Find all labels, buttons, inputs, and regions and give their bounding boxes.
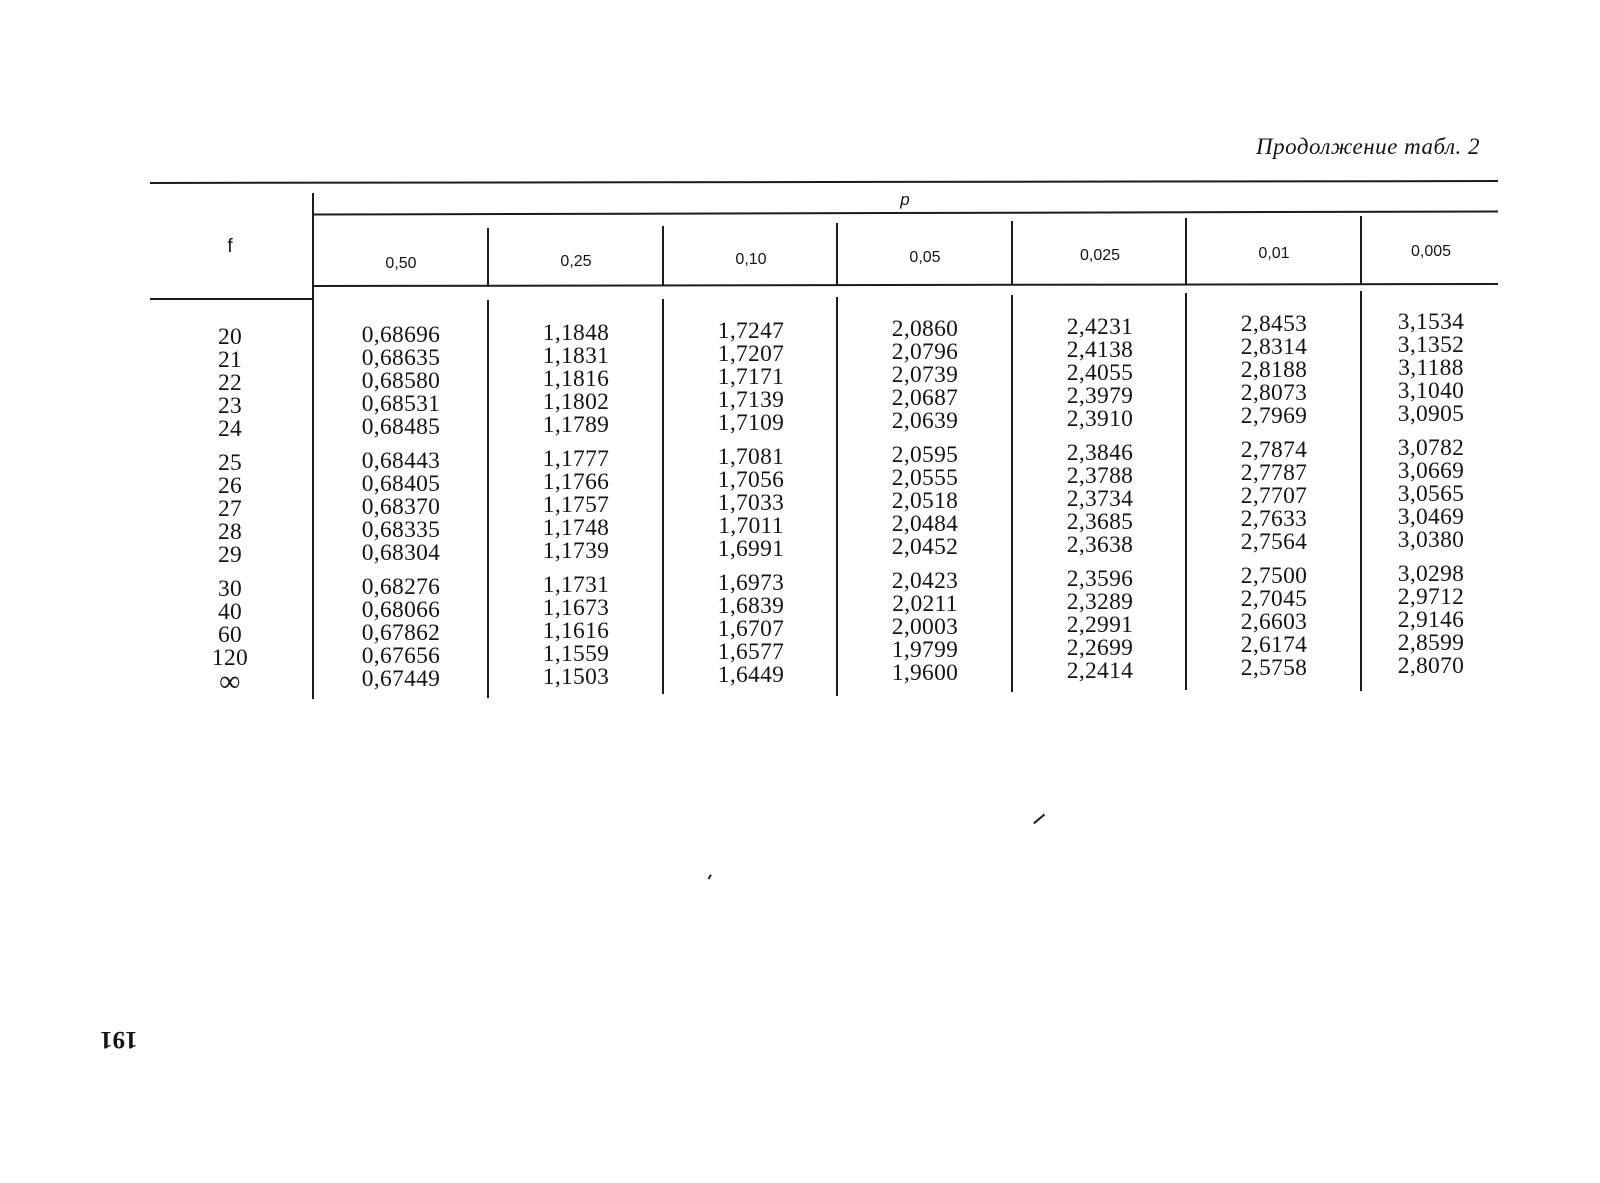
table-cell: 1,1731 [542, 572, 610, 598]
table-cell: 2,2991 [1066, 612, 1134, 638]
p-column-header: 0,25 [560, 253, 592, 270]
scan-speck [708, 874, 712, 879]
body-top-rule [150, 298, 312, 300]
p-column-header: 0,50 [385, 255, 417, 272]
table-cell: 2,2414 [1066, 658, 1134, 684]
p-column-header: 0,01 [1258, 245, 1290, 262]
table-cell: 2,3289 [1066, 589, 1134, 615]
table-cell: 26 [217, 473, 243, 499]
table-cell: 1,1802 [542, 389, 610, 415]
table-cell: 1,6991 [717, 536, 785, 562]
table-cell: 3,0380 [1397, 527, 1465, 553]
p0005-values-column [1362, 311, 1500, 689]
table-cell: 2,7969 [1240, 403, 1308, 429]
table-cell: 1,6707 [717, 616, 785, 642]
table-cell: 2,0687 [891, 385, 959, 411]
table-cell: 2,8453 [1240, 311, 1308, 337]
table-cell: 40 [217, 599, 243, 625]
table-cell: 1,1777 [542, 446, 610, 472]
table-cell: 2,5758 [1240, 655, 1308, 681]
table-cell: 2,2699 [1066, 635, 1134, 661]
table-cell: 1,6973 [717, 570, 785, 596]
row-group [489, 574, 663, 689]
row-group [1187, 565, 1361, 680]
table-cell: 3,0782 [1397, 435, 1465, 461]
table-cell: 0,68066 [361, 597, 441, 623]
p-header-rule [312, 210, 1498, 215]
table-cell: 2,0639 [891, 408, 959, 434]
row-group [314, 576, 488, 691]
table-cell: 0,68485 [361, 414, 441, 440]
table-cell: 3,0669 [1397, 458, 1465, 484]
table-cell: 3,1040 [1397, 378, 1465, 404]
table-cell: 2,6174 [1240, 632, 1308, 658]
table-cell: 1,1766 [542, 469, 610, 495]
table-cell: 27 [217, 496, 243, 522]
table-continuation-caption: Продолжение табл. 2 [1256, 134, 1480, 159]
table-cell: 23 [217, 393, 243, 419]
table-cell: 1,6577 [717, 639, 785, 665]
table-cell: 2,7787 [1240, 460, 1308, 486]
table-cell: 2,8188 [1240, 357, 1308, 383]
table-cell: 2,3846 [1066, 440, 1134, 466]
table-cell: 1,1757 [542, 492, 610, 518]
table-cell: 2,8599 [1397, 630, 1465, 656]
row-group [1013, 316, 1187, 431]
row-group [664, 572, 838, 687]
table-top-rule [150, 180, 1498, 184]
row-group [489, 322, 663, 437]
table-cell: 1,9600 [891, 660, 959, 686]
p-column-header: 0,005 [1410, 243, 1452, 260]
p025-values-column [489, 322, 663, 700]
table-cell: 2,3979 [1066, 383, 1134, 409]
row-group [1013, 568, 1187, 683]
table-cell: 3,0905 [1397, 401, 1465, 427]
row-group [1362, 437, 1500, 552]
table-cell: 3,1352 [1397, 332, 1465, 358]
table-cell: 1,7109 [717, 410, 785, 436]
row-group [150, 326, 310, 441]
p010-values-column [664, 320, 838, 698]
p-column-header: 0,10 [735, 251, 767, 268]
row-group [664, 320, 838, 435]
row-group [1187, 313, 1361, 428]
p050-values-column [314, 324, 488, 702]
table-cell: 2,7500 [1240, 563, 1308, 589]
table-cell: 2,4231 [1066, 314, 1134, 340]
page-number: 191 [100, 1026, 138, 1053]
table-cell: 21 [217, 347, 243, 373]
table-cell: 0,68335 [361, 517, 441, 543]
table-cell: 1,1748 [542, 515, 610, 541]
table-cell: 22 [217, 370, 243, 396]
table-cell: 2,6603 [1240, 609, 1308, 635]
table-cell: 2,9146 [1397, 607, 1465, 633]
table-cell: 2,3910 [1066, 406, 1134, 432]
table-cell: 3,1534 [1397, 309, 1465, 335]
table-cell: 2,0423 [891, 568, 959, 594]
table-cell: 1,6449 [717, 662, 785, 688]
row-group [314, 450, 488, 565]
table-cell: 2,3788 [1066, 463, 1134, 489]
table-cell: 0,68405 [361, 471, 441, 497]
table-cell: 120 [211, 645, 249, 671]
table-cell: 0,68531 [361, 391, 441, 417]
row-group [1013, 442, 1187, 557]
table-cell: 2,3734 [1066, 486, 1134, 512]
f-column-header: f [227, 236, 233, 257]
table-cell: 2,3596 [1066, 566, 1134, 592]
table-cell: 1,7011 [718, 513, 784, 539]
table-cell: 1,1503 [542, 664, 610, 690]
table-cell: 0,68276 [361, 574, 441, 600]
table-cell: 2,4138 [1066, 337, 1134, 363]
row-group [1362, 311, 1500, 426]
table-cell: 2,7874 [1240, 437, 1308, 463]
p0025-values-column [1013, 316, 1187, 694]
p001-values-column [1187, 313, 1361, 691]
table-cell: 1,7033 [717, 490, 785, 516]
row-group [838, 318, 1012, 433]
row-group [664, 446, 838, 561]
table-cell: 2,3685 [1066, 509, 1134, 535]
table-cell: 3,0298 [1397, 561, 1465, 587]
table-cell: 2,7707 [1240, 483, 1308, 509]
table-cell: 0,68304 [361, 540, 441, 566]
row-group [314, 324, 488, 439]
row-group [150, 452, 310, 567]
table-cell: 2,3638 [1066, 532, 1134, 558]
p-column-group-header: p [900, 190, 910, 209]
row-group [489, 448, 663, 563]
row-group [150, 576, 310, 698]
row-group [838, 444, 1012, 559]
table-cell: 2,0484 [891, 511, 959, 537]
table-cell: 3,1188 [1398, 355, 1464, 381]
table-cell: 2,0595 [891, 442, 959, 468]
p-column-header: 0,05 [909, 249, 941, 266]
table-cell: 2,0518 [891, 488, 959, 514]
table-cell: 2,0452 [891, 534, 959, 560]
table-cell: 1,1816 [542, 366, 610, 392]
table-cell: 2,0739 [891, 362, 959, 388]
row-group [1187, 439, 1361, 554]
p005-values-column [838, 318, 1012, 696]
table-cell: 2,7045 [1240, 586, 1308, 612]
table-cell: 60 [217, 622, 243, 648]
table-cell: 1,1616 [542, 618, 610, 644]
table-cell: 1,1559 [542, 641, 610, 667]
table-cell: 1,9799 [891, 637, 959, 663]
table-cell: 1,7247 [717, 318, 785, 344]
table-cell: 0,67449 [361, 666, 441, 692]
table-cell: 2,0796 [891, 339, 959, 365]
header-bottom-rule [312, 283, 1498, 287]
table-cell: 3,0469 [1397, 504, 1465, 530]
table-cell: 0,67862 [361, 620, 441, 646]
table-cell: 2,9712 [1397, 584, 1465, 610]
table-cell: 1,7081 [717, 444, 785, 470]
table-cell: 1,7207 [717, 341, 785, 367]
scan-speck [1033, 814, 1045, 824]
table-cell: 2,7564 [1240, 529, 1308, 555]
table-cell: 29 [217, 542, 243, 568]
table-cell: 0,68696 [361, 322, 441, 348]
table-cell: 28 [217, 519, 243, 545]
table-cell: 20 [217, 324, 243, 350]
table-cell: 30 [217, 576, 243, 602]
table-cell: 1,1789 [542, 412, 610, 438]
table-cell: 2,0003 [891, 614, 959, 640]
table-cell: 0,68443 [361, 448, 441, 474]
row-group [1362, 563, 1500, 678]
table-cell: 2,8073 [1240, 380, 1308, 406]
table-cell: 2,0860 [891, 316, 959, 342]
table-cell: 2,8070 [1397, 653, 1465, 679]
table-cell: 1,1739 [542, 538, 610, 564]
table-cell: 2,7633 [1240, 506, 1308, 532]
table-cell: 1,7056 [717, 467, 785, 493]
table-cell: 25 [217, 450, 243, 476]
table-cell: 1,1673 [542, 595, 610, 621]
table-cell: 2,8314 [1240, 334, 1308, 360]
row-group [838, 570, 1012, 685]
table-cell: 1,7171 [717, 364, 785, 390]
table-cell: 2,4055 [1066, 360, 1134, 386]
table-cell: 1,1831 [542, 343, 610, 369]
table-cell: 0,68635 [361, 345, 441, 371]
table-cell: 0,67656 [361, 643, 441, 669]
table-cell: ∞ [219, 665, 241, 698]
table-cell: 2,0555 [891, 465, 959, 491]
f-values-column [150, 326, 310, 704]
table-cell: 0,68370 [361, 494, 441, 520]
table-cell: 1,7139 [717, 387, 785, 413]
table-cell: 3,0565 [1397, 481, 1465, 507]
table-cell: 2,0211 [892, 591, 958, 617]
table-cell: 1,1848 [542, 320, 610, 346]
table-cell: 0,68580 [361, 368, 441, 394]
table-cell: 24 [217, 416, 243, 442]
table-cell: 1,6839 [717, 593, 785, 619]
p-column-header: 0,025 [1079, 247, 1121, 264]
